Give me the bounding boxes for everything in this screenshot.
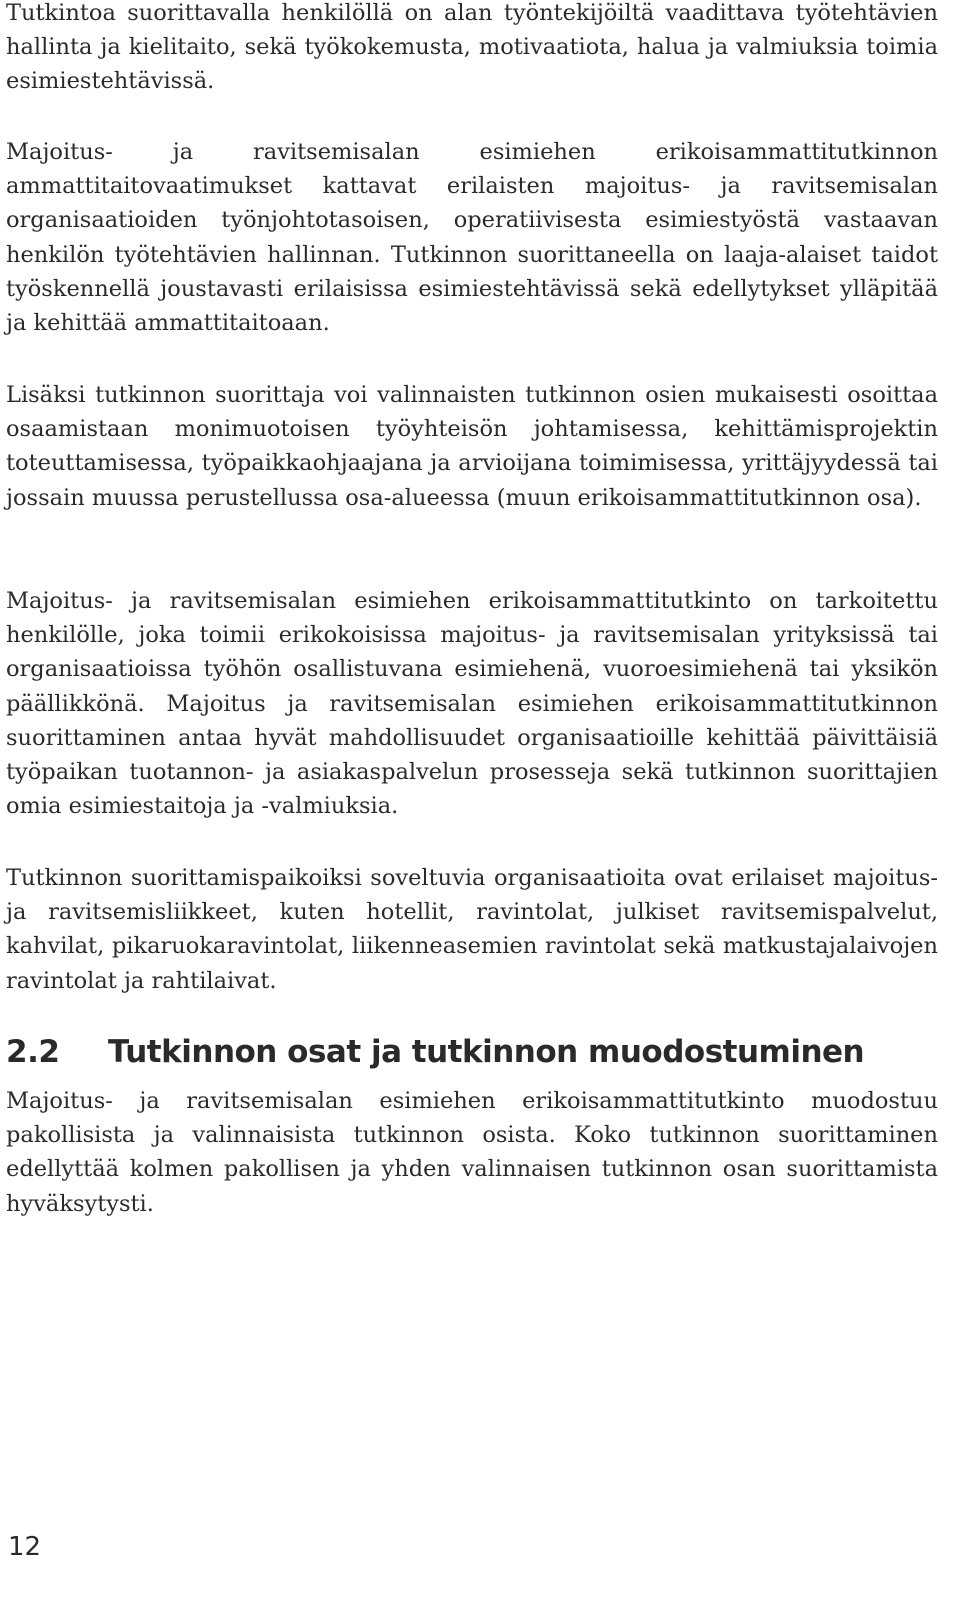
section-title: Tutkinnon osat ja tutkinnon muodostuminen: [108, 1034, 865, 1070]
page-number: 12: [8, 1532, 42, 1562]
paragraph-2: Majoitus- ja ravitsemisalan esimiehen erikoisammattitutkinnon ammattitaitovaatimukset kattavat erilaisten majoitus- ja ravitsemisalan organisaatioiden työnjohtotasoisen, operatiivisesta esimiestyöstä vastaavan henkilön työtehtävien hallinnan. Tutkinnon suorittaneella on laaja-alaiset taidot työskennellä joustavasti erilaisissa esimiestehtävissä sekä edellytykset ylläpitää ja kehittää ammattitaitoaan.: [6, 139, 938, 337]
section-heading: [6, 1028, 938, 1076]
paragraph-3: Lisäksi tutkinnon suorittaja voi valinnaisten tutkinnon osien mukaisesti osoittaa osaamistaan monimuotoisen työyhteisön johtamisessa, kehittämisprojektin toteuttamisessa, työpaikkaohjaajana ja arvioijana toimimisessa, yrittäjyydessä tai jossain muussa perustellussa osa-alueessa (muun erikoisammattitutkinnon osa).: [6, 382, 938, 511]
paragraph-5: Tutkinnon suorittamispaikoiksi soveltuvia organisaatioita ovat erilaiset majoitus- ja ravitsemisliikkeet, kuten hotellit, ravintolat, julkiset ravitsemispalvelut, kahvilat, pikaruokaravintolat, liikenneasemien ravintolat sekä matkustajalaivojen ravintolat ja rahtilaivat.: [6, 865, 938, 994]
paragraph-4: Majoitus- ja ravitsemisalan esimiehen erikoisammattitutkinto on tarkoitettu henkilölle, joka toimii erikokoisissa majoitus- ja ravitsemisalan yrityksissä tai organisaatioissa työhön osallistuvana esimiehenä, vuoroesimiehenä tai yksikön päällikkönä. Majoitus ja ravitsemisalan esimiehen erikoisammattitutkinnon suorittaminen antaa hyvät mahdollisuudet organisaatioille kehittää päivittäisiä työpaikan tuotannon- ja asiakaspalvelun prosesseja sekä tutkinnon suorittajien omia esimiestaitoja ja -valmiuksia.: [6, 588, 938, 820]
section-paragraph: Majoitus- ja ravitsemisalan esimiehen erikoisammattitutkinto muodostuu pakollisista ja valinnaisista tutkinnon osista. Koko tutkinnon suorittaminen edellyttää kolmen pakollisen ja yhden valinnaisen tutkinnon osan suorittamista hyväksytysti.: [6, 1088, 938, 1217]
section-number: 2.2: [6, 1034, 60, 1070]
paragraph-1: Tutkintoa suorittavalla henkilöllä on alan työntekijöiltä vaadittava työtehtävien hallinta ja kielitaito, sekä työkokemusta, motivaatiota, halua ja valmiuksia toimia esimiestehtävissä.: [6, 0, 938, 95]
